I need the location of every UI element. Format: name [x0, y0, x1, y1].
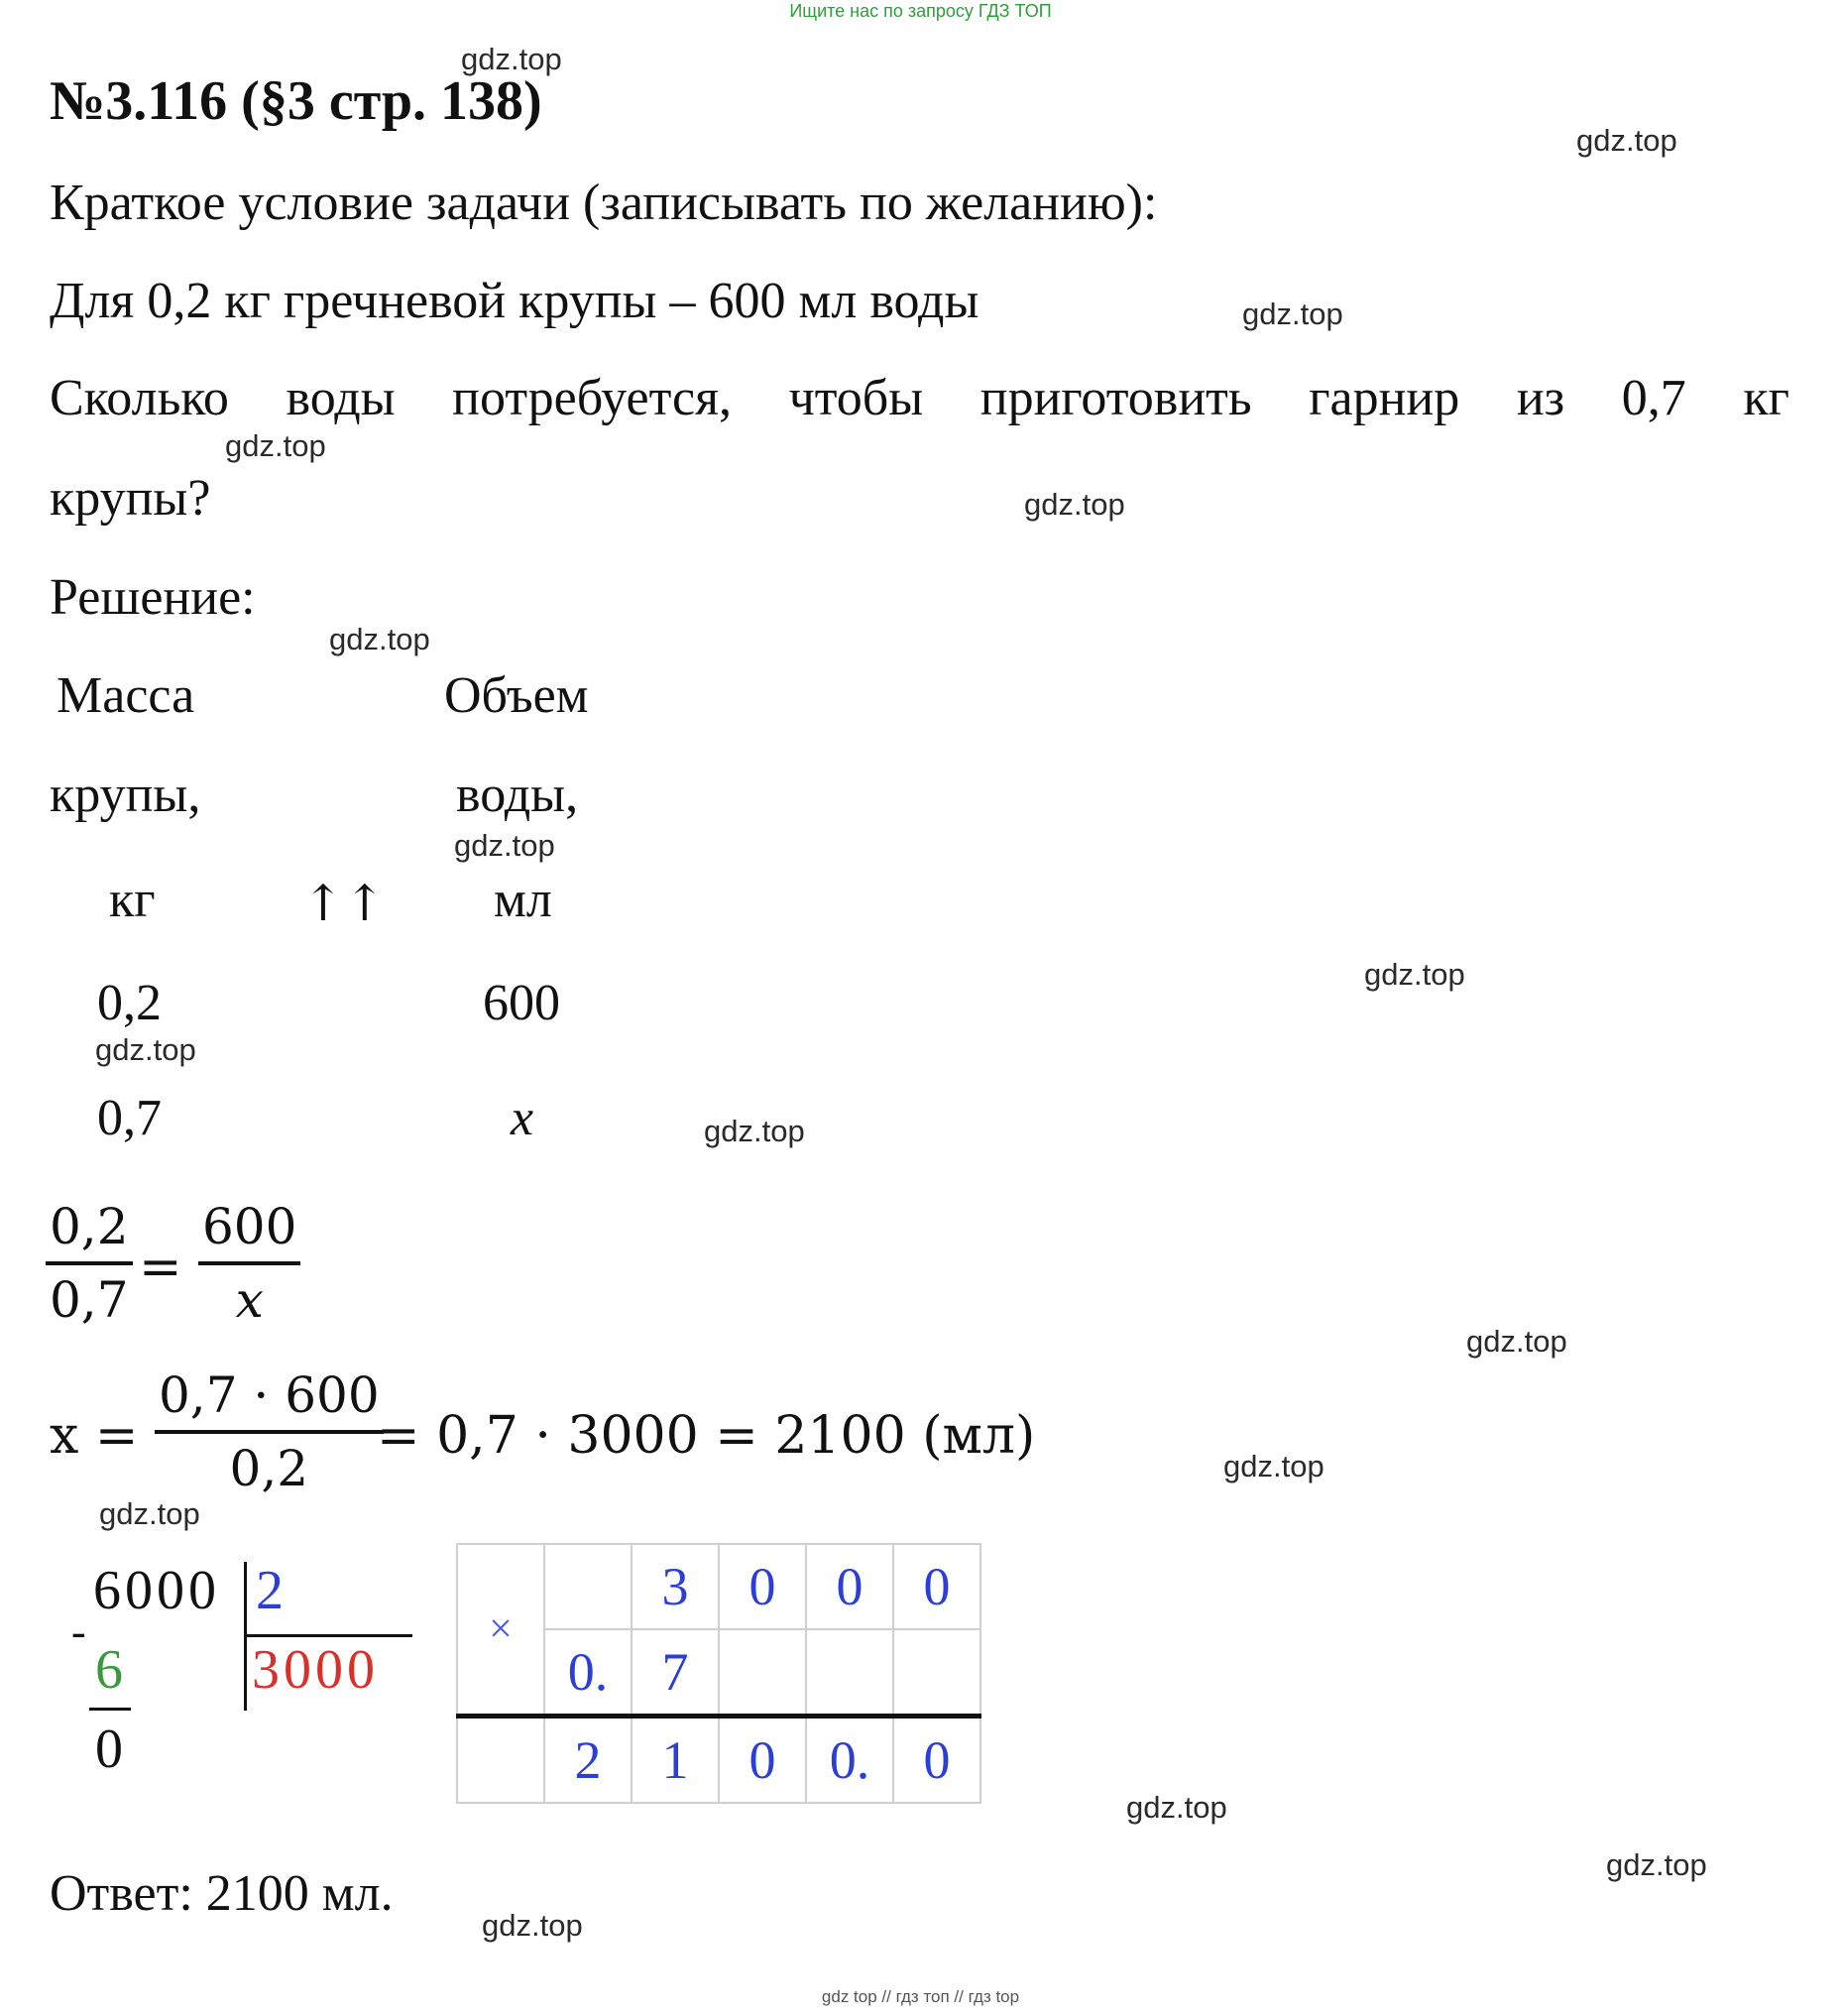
- page-title: №3.116 (§3 стр. 138): [50, 70, 542, 132]
- direct-proportion-arrows: ↑↑: [302, 875, 386, 932]
- watermark: gdz.top: [225, 428, 326, 463]
- multiplication-cell: 0: [719, 1544, 806, 1629]
- given-text: Для 0,2 кг гречневой крупы – 600 мл воды: [50, 273, 979, 329]
- equals-sign: =: [139, 1238, 182, 1297]
- answer-text: Ответ: 2100 мл.: [50, 1865, 394, 1922]
- watermark: gdz.top: [1242, 296, 1343, 331]
- watermark: gdz.top: [1606, 1847, 1707, 1882]
- question-word: чтобы: [788, 370, 924, 426]
- multiplication-cell: 0: [719, 1717, 806, 1804]
- row1-volume: 600: [483, 975, 560, 1031]
- row1-mass: 0,2: [97, 975, 162, 1031]
- fraction-left: [46, 1198, 133, 1329]
- solution-label: Решение:: [50, 569, 256, 626]
- question-word: приготовить: [979, 370, 1252, 426]
- watermark: gdz.top: [329, 622, 430, 656]
- question-word: кг: [1743, 370, 1789, 426]
- calc-result: = 0,7 · 3000 = 2100 (мл): [377, 1406, 1036, 1466]
- multiplication-cell: [544, 1544, 632, 1629]
- division-minus: -: [71, 1607, 86, 1656]
- col1-header: Масса: [57, 667, 195, 724]
- multiplication-cell: 0: [893, 1717, 980, 1804]
- watermark: gdz.top: [482, 1908, 583, 1943]
- condition-label: Краткое условие задачи (записывать по желанию):: [50, 175, 1158, 231]
- question-end: крупы?: [50, 470, 211, 527]
- question-word: из: [1516, 370, 1565, 426]
- watermark: gdz.top: [1364, 957, 1465, 992]
- division-divisor: 2: [256, 1560, 284, 1621]
- question-line: [50, 369, 1789, 427]
- multiplication-cell: 0.: [806, 1717, 893, 1804]
- question-word: 0,7: [1621, 370, 1686, 426]
- watermark: gdz.top: [704, 1114, 805, 1148]
- fraction-right-denominator: x: [235, 1271, 264, 1329]
- division-remainder: 0: [95, 1719, 123, 1780]
- row2-volume: x: [511, 1090, 534, 1146]
- division-subtrahend: 6: [95, 1639, 123, 1701]
- fraction-right: [198, 1198, 300, 1329]
- multiplication-sign: ×: [457, 1544, 544, 1717]
- division-horizontal-line: [244, 1634, 412, 1637]
- question-word: воды: [286, 370, 396, 426]
- watermark: gdz.top: [99, 1496, 200, 1531]
- col2-unit: мл: [494, 872, 552, 928]
- col1-unit: кг: [109, 872, 156, 928]
- watermark: gdz.top: [95, 1032, 196, 1067]
- calc-lhs: x =: [50, 1406, 139, 1466]
- multiplication-cell: [719, 1629, 806, 1717]
- watermark: gdz.top: [1466, 1324, 1567, 1359]
- multiplication-cell: 3: [632, 1544, 719, 1629]
- multiplication-cell: 2: [544, 1717, 632, 1804]
- fraction-left-denominator: 0,7: [50, 1271, 129, 1329]
- calc-fraction: [155, 1366, 384, 1497]
- bottom-banner: gdz top // гдз топ // гдз top: [821, 1987, 1020, 2006]
- division-underline: [89, 1708, 131, 1711]
- fraction-left-numerator: 0,2: [50, 1198, 129, 1255]
- multiplication-cell: [457, 1717, 544, 1804]
- top-banner: Ищите нас по запросу ГДЗ ТОП: [789, 1, 1052, 21]
- calc-denominator: 0,2: [229, 1440, 309, 1497]
- question-word: Сколько: [50, 370, 229, 426]
- col2-header: Объем: [444, 667, 589, 724]
- fraction-right-numerator: 600: [202, 1198, 297, 1255]
- watermark: gdz.top: [1024, 487, 1125, 522]
- multiplication-grid: [456, 1543, 981, 1804]
- watermark: gdz.top: [1126, 1790, 1227, 1825]
- multiplication-cell: 7: [632, 1629, 719, 1717]
- watermark: gdz.top: [1576, 123, 1677, 158]
- multiplication-cell: [806, 1629, 893, 1717]
- division-quotient: 3000: [252, 1639, 379, 1701]
- division-dividend: 6000: [93, 1560, 220, 1621]
- multiplication-cell: [893, 1629, 980, 1717]
- multiplication-row: [457, 1544, 980, 1629]
- multiplication-cell: 0: [806, 1544, 893, 1629]
- watermark: gdz.top: [461, 42, 562, 76]
- question-word: потребуется,: [452, 370, 732, 426]
- watermark: gdz.top: [1223, 1449, 1324, 1483]
- row2-mass: 0,7: [97, 1090, 162, 1146]
- col1-subheader: крупы,: [50, 767, 201, 823]
- multiplication-result-row: [457, 1717, 980, 1804]
- calc-numerator: 0,7 · 600: [159, 1366, 380, 1424]
- col2-subheader: воды,: [456, 767, 579, 823]
- question-word: гарнир: [1309, 370, 1460, 426]
- multiplication-cell: 0.: [544, 1629, 632, 1717]
- multiplication-cell: 0: [893, 1544, 980, 1629]
- watermark: gdz.top: [454, 828, 555, 863]
- multiplication-cell: 1: [632, 1717, 719, 1804]
